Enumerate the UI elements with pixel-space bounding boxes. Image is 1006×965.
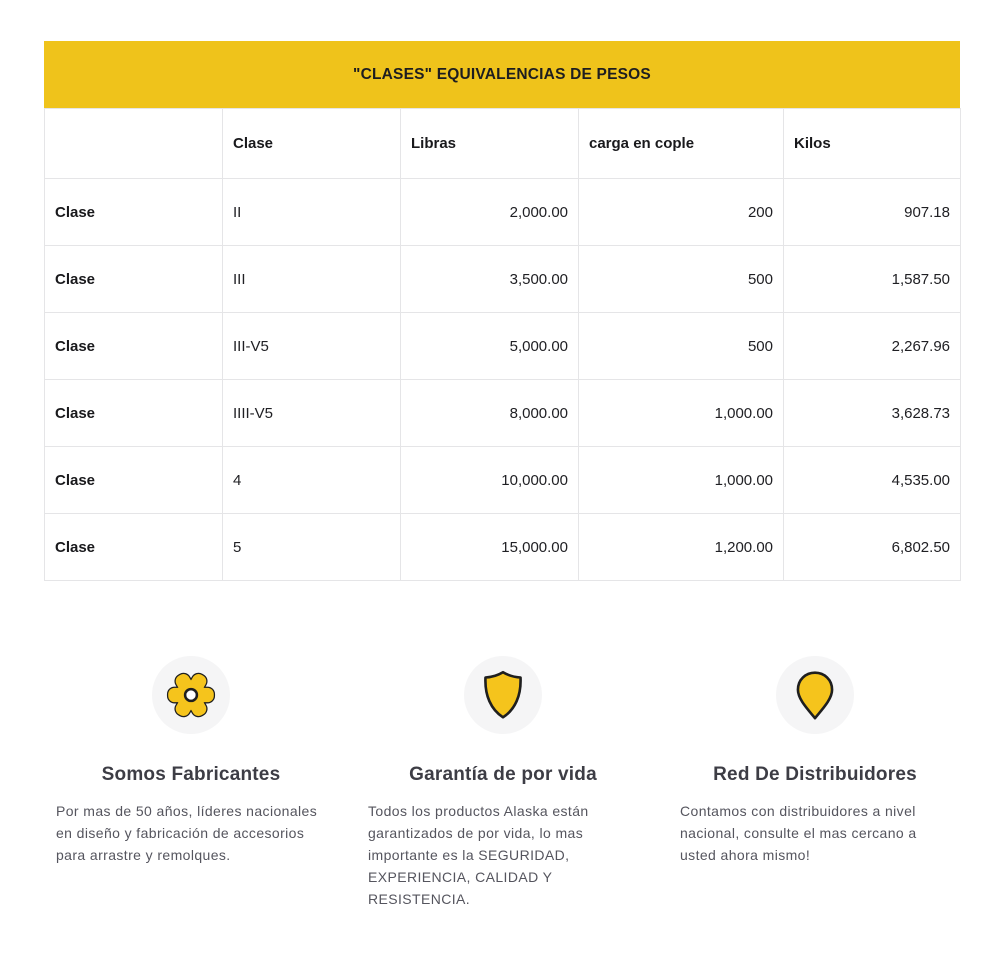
- kilos-value: 1,587.50: [784, 246, 961, 313]
- carga-value: 1,000.00: [579, 380, 784, 447]
- weights-table: [44, 108, 961, 581]
- row-label: Clase: [45, 246, 223, 313]
- kilos-value: 3,628.73: [784, 380, 961, 447]
- clase-value: II: [223, 179, 401, 246]
- table-row: [45, 246, 961, 313]
- carga-value: 1,200.00: [579, 514, 784, 581]
- libras-value: 2,000.00: [401, 179, 579, 246]
- feature-card-fabricantes: [56, 656, 326, 910]
- row-label: Clase: [45, 447, 223, 514]
- table-row: [45, 313, 961, 380]
- clase-value: 5: [223, 514, 401, 581]
- libras-value: 10,000.00: [401, 447, 579, 514]
- icon-circle: [464, 656, 542, 734]
- kilos-value: 907.18: [784, 179, 961, 246]
- table-row: [45, 380, 961, 447]
- feature-description: Contamos con distribuidores a nivel nacional, consulte el mas cercano a usted ahora mismo!: [680, 803, 917, 863]
- gear-icon: [164, 668, 218, 722]
- row-label: Clase: [45, 380, 223, 447]
- feature-description: Por mas de 50 años, líderes nacionales en diseño y fabricación de accesorios para arrastre y remolques.: [56, 803, 318, 863]
- row-label: Clase: [45, 313, 223, 380]
- clase-value: 4: [223, 447, 401, 514]
- table-header-row: [45, 109, 961, 179]
- table-title: "CLASES" EQUIVALENCIAS DE PESOS: [44, 41, 960, 108]
- kilos-value: 2,267.96: [784, 313, 961, 380]
- table-row: [45, 179, 961, 246]
- kilos-value: 4,535.00: [784, 447, 961, 514]
- shield-icon: [475, 667, 531, 723]
- libras-value: 15,000.00: [401, 514, 579, 581]
- clase-value: IIII-V5: [223, 380, 401, 447]
- row-label: Clase: [45, 179, 223, 246]
- feature-title: Somos Fabricantes: [101, 764, 281, 785]
- carga-value: 500: [579, 313, 784, 380]
- carga-value: 500: [579, 246, 784, 313]
- feature-title: Garantía de por vida: [409, 764, 597, 785]
- table-row: [45, 447, 961, 514]
- icon-circle: [152, 656, 230, 734]
- feature-description: Todos los productos Alaska están garantizados de por vida, lo mas importante es la SEGURIDAD, EXPERIENCIA, CALIDAD Y RESISTENCIA.: [368, 803, 589, 907]
- carga-value: 1,000.00: [579, 447, 784, 514]
- clase-value: III-V5: [223, 313, 401, 380]
- features-section: [56, 656, 950, 910]
- clase-value: III: [223, 246, 401, 313]
- kilos-value: 6,802.50: [784, 514, 961, 581]
- feature-card-garantia: [368, 656, 638, 910]
- carga-value: 200: [579, 179, 784, 246]
- feature-title: Red De Distribuidores: [713, 764, 917, 785]
- location-pin-icon: [787, 667, 843, 723]
- column-header-kilos: Kilos: [784, 109, 961, 179]
- column-header-libras: Libras: [401, 109, 579, 179]
- libras-value: 8,000.00: [401, 380, 579, 447]
- libras-value: 3,500.00: [401, 246, 579, 313]
- row-label: Clase: [45, 514, 223, 581]
- icon-circle: [776, 656, 854, 734]
- weights-table-section: [44, 41, 960, 581]
- libras-value: 5,000.00: [401, 313, 579, 380]
- column-header-blank: [45, 109, 223, 179]
- feature-card-distribuidores: [680, 656, 950, 910]
- column-header-clase: Clase: [223, 109, 401, 179]
- table-row: [45, 514, 961, 581]
- column-header-carga-en-cople: carga en cople: [579, 109, 784, 179]
